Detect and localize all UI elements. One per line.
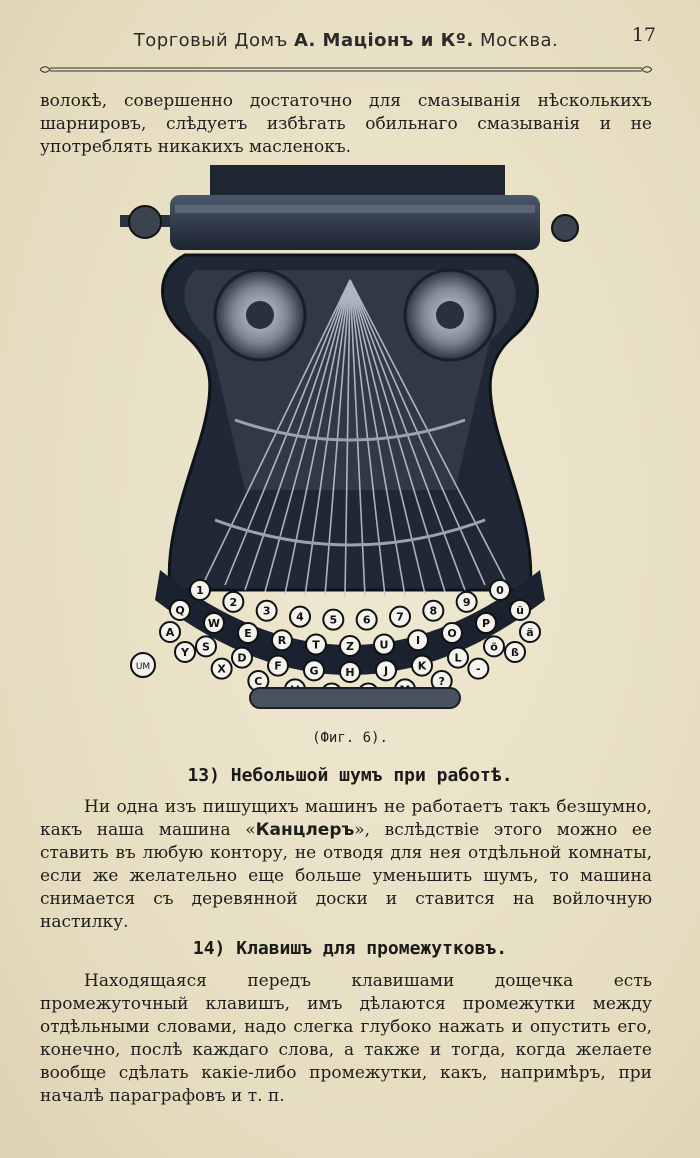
key-label: ä (526, 626, 534, 639)
section-13-paragraph (40, 796, 652, 934)
key-label: G (309, 664, 319, 678)
key-label: C (254, 675, 263, 689)
key-label: ü (516, 604, 524, 617)
key-label: 8 (429, 604, 438, 618)
key-label: W (207, 616, 221, 630)
paper-table (210, 165, 505, 195)
section-heading-13: 13) Небольшой шумъ при работѣ. (187, 765, 513, 786)
key-label: O (447, 627, 457, 641)
typewriter-illustration (115, 160, 585, 730)
key-label: 1 (196, 584, 204, 597)
key-label: X (217, 662, 226, 676)
header-rule (40, 64, 652, 74)
section-heading-14: 14) Клавишъ для промежутковъ. (192, 938, 508, 959)
key-label: 5 (329, 613, 338, 627)
key-label: T (312, 638, 320, 652)
section-13-text-after: », вслѣдствіе этого можно ее ставить въ любую контору, не отводя для нея отдѣльной комнаты, если же желательно еще больше уменьшить шумъ, то машина снимается съ деревянной доски и ставится на войлочную настилку. (40, 820, 652, 932)
key-label: R (277, 634, 287, 648)
key-label: F (274, 659, 282, 673)
key-label: ? (438, 675, 445, 689)
key-label: K (417, 659, 427, 673)
figure-caption: (Фиг. 6). (312, 730, 388, 746)
key-label: P (481, 616, 491, 630)
key-label: 9 (462, 595, 471, 609)
key-label: D (237, 651, 247, 665)
key-label: H (345, 666, 355, 679)
key-label: 7 (396, 610, 404, 624)
section-13-product-name: Канцлеръ (255, 820, 355, 840)
key-label: U (379, 638, 389, 652)
space-bar (250, 688, 460, 708)
key-label: ö (490, 640, 498, 654)
running-head-city: Москва. (480, 30, 559, 51)
key-label: I (415, 634, 421, 648)
key-label: 4 (296, 610, 304, 624)
right-platen-knob (552, 215, 578, 241)
running-head-firm: А. Маціонъ и Кº. (294, 30, 474, 51)
shift-key-label: UM (135, 662, 151, 672)
key-label: L (454, 651, 462, 665)
key-label: 3 (262, 604, 271, 618)
left-platen-knob (129, 206, 161, 238)
page-number: 17 (631, 24, 656, 46)
key-label: J (383, 664, 389, 678)
running-head-prefix: Торговый Домъ (133, 30, 288, 51)
key-label: 2 (229, 595, 238, 609)
key-label: A (165, 626, 175, 639)
section-13-text-before: Ни одна изъ пишущихъ машинъ не работаетъ такъ безшумно, какъ наша машина « (40, 797, 652, 840)
key-label: Y (181, 646, 189, 659)
key-label: - (476, 662, 481, 676)
key-label: S (202, 640, 210, 654)
key-label: Q (175, 604, 185, 617)
key-label: 6 (362, 613, 371, 627)
section-14-paragraph: Находящаяся передъ клавишами дощечка есть промежуточный клавишъ, имъ дѣлаются промежутки между отдѣльными словами, надо слегка глубоко нажать и опустить его, конечно, послѣ каждаго слова, а также и тогда, когда желаете вообще сдѣлать какіе-либо промежутки, какъ, напримѣръ, при началѣ параграфовъ и т. п. (40, 971, 652, 1106)
intro-paragraph: волокѣ, совершенно достаточно для смазыванія нѣсколькихъ шарнировъ, слѣдуетъ избѣгать обильнаго смазыванія и не употреблять никакихъ масленокъ. (40, 91, 652, 157)
running-head (40, 30, 652, 51)
key-label: E (244, 627, 252, 641)
key-label: ß (511, 646, 519, 659)
platen-roller (170, 195, 540, 250)
key-label: Z (346, 640, 354, 653)
key-label: 0 (496, 584, 504, 597)
